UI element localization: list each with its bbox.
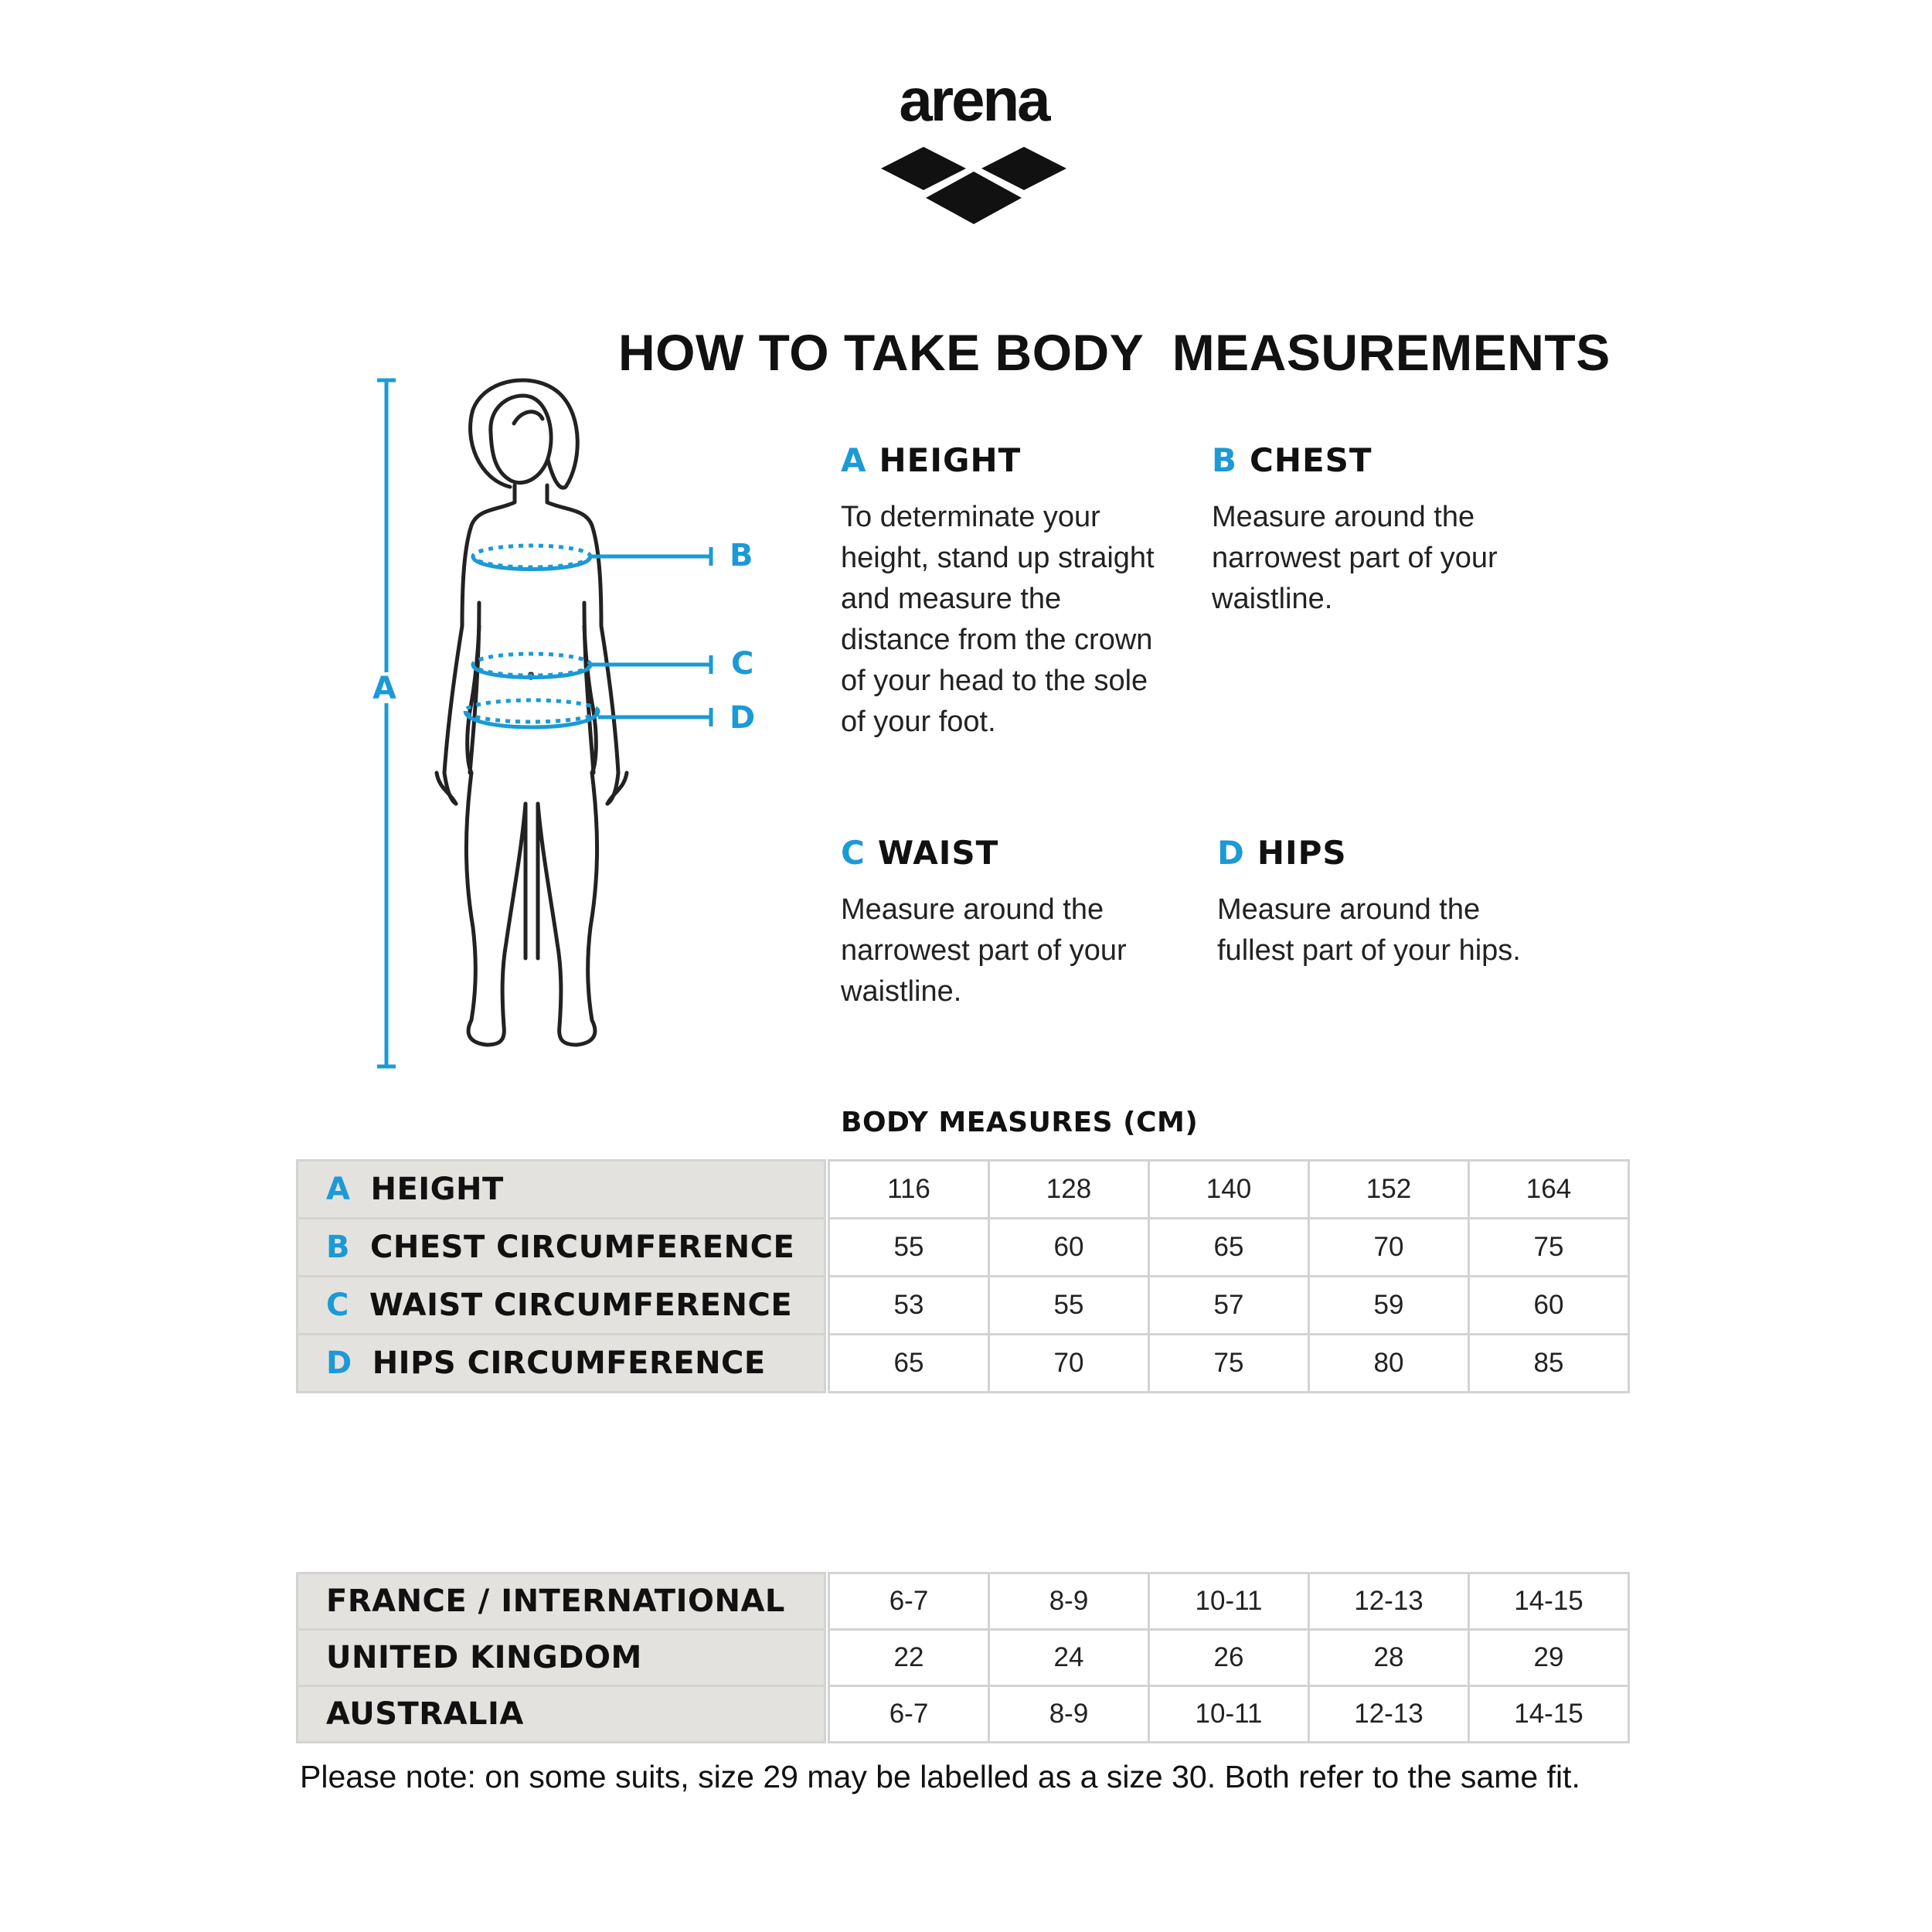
hips-letter: D [1217, 834, 1245, 872]
table-cell: 65 [1149, 1219, 1309, 1277]
table-cell: 116 [829, 1161, 989, 1219]
table-cell: 152 [1309, 1161, 1469, 1219]
table-cell: 80 [1309, 1335, 1469, 1393]
table-cell: 60 [1469, 1277, 1629, 1335]
hips-text: Measure around the fullest part of your hips. [1217, 893, 1521, 967]
waist-text: Measure around the narrowest part of your waistline. [841, 893, 1127, 1008]
table-cell: 29 [1469, 1630, 1629, 1686]
table-cell: 59 [1309, 1277, 1469, 1335]
table-cell: 10-11 [1149, 1686, 1309, 1743]
table-row [298, 1219, 1629, 1277]
arena-diamond-logo-icon [881, 136, 1066, 229]
table-cell: 53 [829, 1277, 989, 1335]
table-cell: 128 [989, 1161, 1149, 1219]
table-row [298, 1686, 1629, 1743]
table-row [298, 1277, 1629, 1335]
chest-text: Measure around the narrowest part of your waistline. [1212, 501, 1498, 615]
table-row [298, 1573, 1629, 1630]
hips-name: HIPS [1257, 834, 1347, 872]
height-description [841, 441, 1165, 743]
chest-name: CHEST [1250, 441, 1372, 479]
table-cell: 10-11 [1149, 1573, 1309, 1630]
waist-description [841, 834, 1181, 1012]
row-letter: D [326, 1345, 352, 1381]
marker-b: B [730, 538, 753, 573]
chest-letter: B [1212, 441, 1238, 479]
row-letter: A [326, 1172, 351, 1207]
table-cell: 8-9 [989, 1573, 1149, 1630]
row-label [298, 1277, 825, 1335]
table-cell: 60 [989, 1219, 1149, 1277]
table-cell: 70 [989, 1335, 1149, 1393]
table-row [298, 1335, 1629, 1393]
table-cell: 65 [829, 1335, 989, 1393]
marker-c: C [731, 646, 754, 682]
table-cell: 57 [1149, 1277, 1309, 1335]
row-label-text: WAIST CIRCUMFERENCE [369, 1287, 793, 1323]
table-cell: 14-15 [1469, 1686, 1629, 1743]
waist-heading [841, 834, 1181, 872]
row-label-text: HEIGHT [370, 1172, 504, 1207]
row-label [298, 1630, 825, 1686]
table-cell: 14-15 [1469, 1573, 1629, 1630]
page-title: HOW TO TAKE BODY MEASUREMENTS [618, 324, 1611, 381]
waist-letter: C [841, 834, 866, 872]
table-row [298, 1161, 1629, 1219]
row-label [298, 1335, 825, 1393]
table-cell: 26 [1149, 1630, 1309, 1686]
table-cell: 12-13 [1309, 1573, 1469, 1630]
body-measures-title: BODY MEASURES (CM) [841, 1107, 1199, 1138]
body-measures-table [296, 1159, 1630, 1393]
table-cell: 75 [1149, 1335, 1309, 1393]
row-label-text: AUSTRALIA [326, 1696, 524, 1732]
height-heading [841, 441, 1165, 479]
row-label [298, 1573, 825, 1630]
table-cell: 12-13 [1309, 1686, 1469, 1743]
table-cell: 55 [989, 1277, 1149, 1335]
row-label [298, 1219, 825, 1277]
waist-name: WAIST [877, 834, 999, 872]
height-text: To determinate your height, stand up straight and measure the distance from the crown of your head to the sole of your foot. [841, 501, 1155, 738]
body-figure [363, 371, 765, 1086]
marker-a: A [372, 671, 396, 706]
size-conversion-table [296, 1572, 1630, 1743]
table-cell: 140 [1149, 1161, 1309, 1219]
height-letter: A [841, 441, 867, 479]
child-body-outline-icon [363, 371, 765, 1082]
table-cell: 70 [1309, 1219, 1469, 1277]
hips-heading [1217, 834, 1526, 872]
table-cell: 164 [1469, 1161, 1629, 1219]
row-label-text: CHEST CIRCUMFERENCE [370, 1230, 795, 1265]
table-cell: 55 [829, 1219, 989, 1277]
table-row [298, 1630, 1629, 1686]
row-label-text: HIPS CIRCUMFERENCE [372, 1345, 766, 1381]
row-letter: C [326, 1287, 349, 1323]
table-cell: 6-7 [829, 1573, 989, 1630]
table-cell: 24 [989, 1630, 1149, 1686]
table-cell: 8-9 [989, 1686, 1149, 1743]
hips-description [1217, 834, 1526, 971]
row-label [298, 1161, 825, 1219]
row-label-text: UNITED KINGDOM [326, 1640, 642, 1675]
marker-d: D [730, 700, 756, 736]
height-name: HEIGHT [879, 441, 1022, 479]
table-cell: 28 [1309, 1630, 1469, 1686]
table-cell: 85 [1469, 1335, 1629, 1393]
brand-wordmark: arena [899, 66, 1049, 134]
brand-logo [881, 66, 1066, 229]
chest-heading [1212, 441, 1513, 479]
table-cell: 6-7 [829, 1686, 989, 1743]
row-letter: B [326, 1230, 350, 1265]
table-cell: 22 [829, 1630, 989, 1686]
row-label-text: FRANCE / INTERNATIONAL [326, 1583, 785, 1619]
table-cell: 75 [1469, 1219, 1629, 1277]
row-label [298, 1686, 825, 1743]
size-note: Please note: on some suits, size 29 may be labelled as a size 30. Both refer to the same fit. [300, 1759, 1580, 1794]
chest-description [1212, 441, 1513, 620]
